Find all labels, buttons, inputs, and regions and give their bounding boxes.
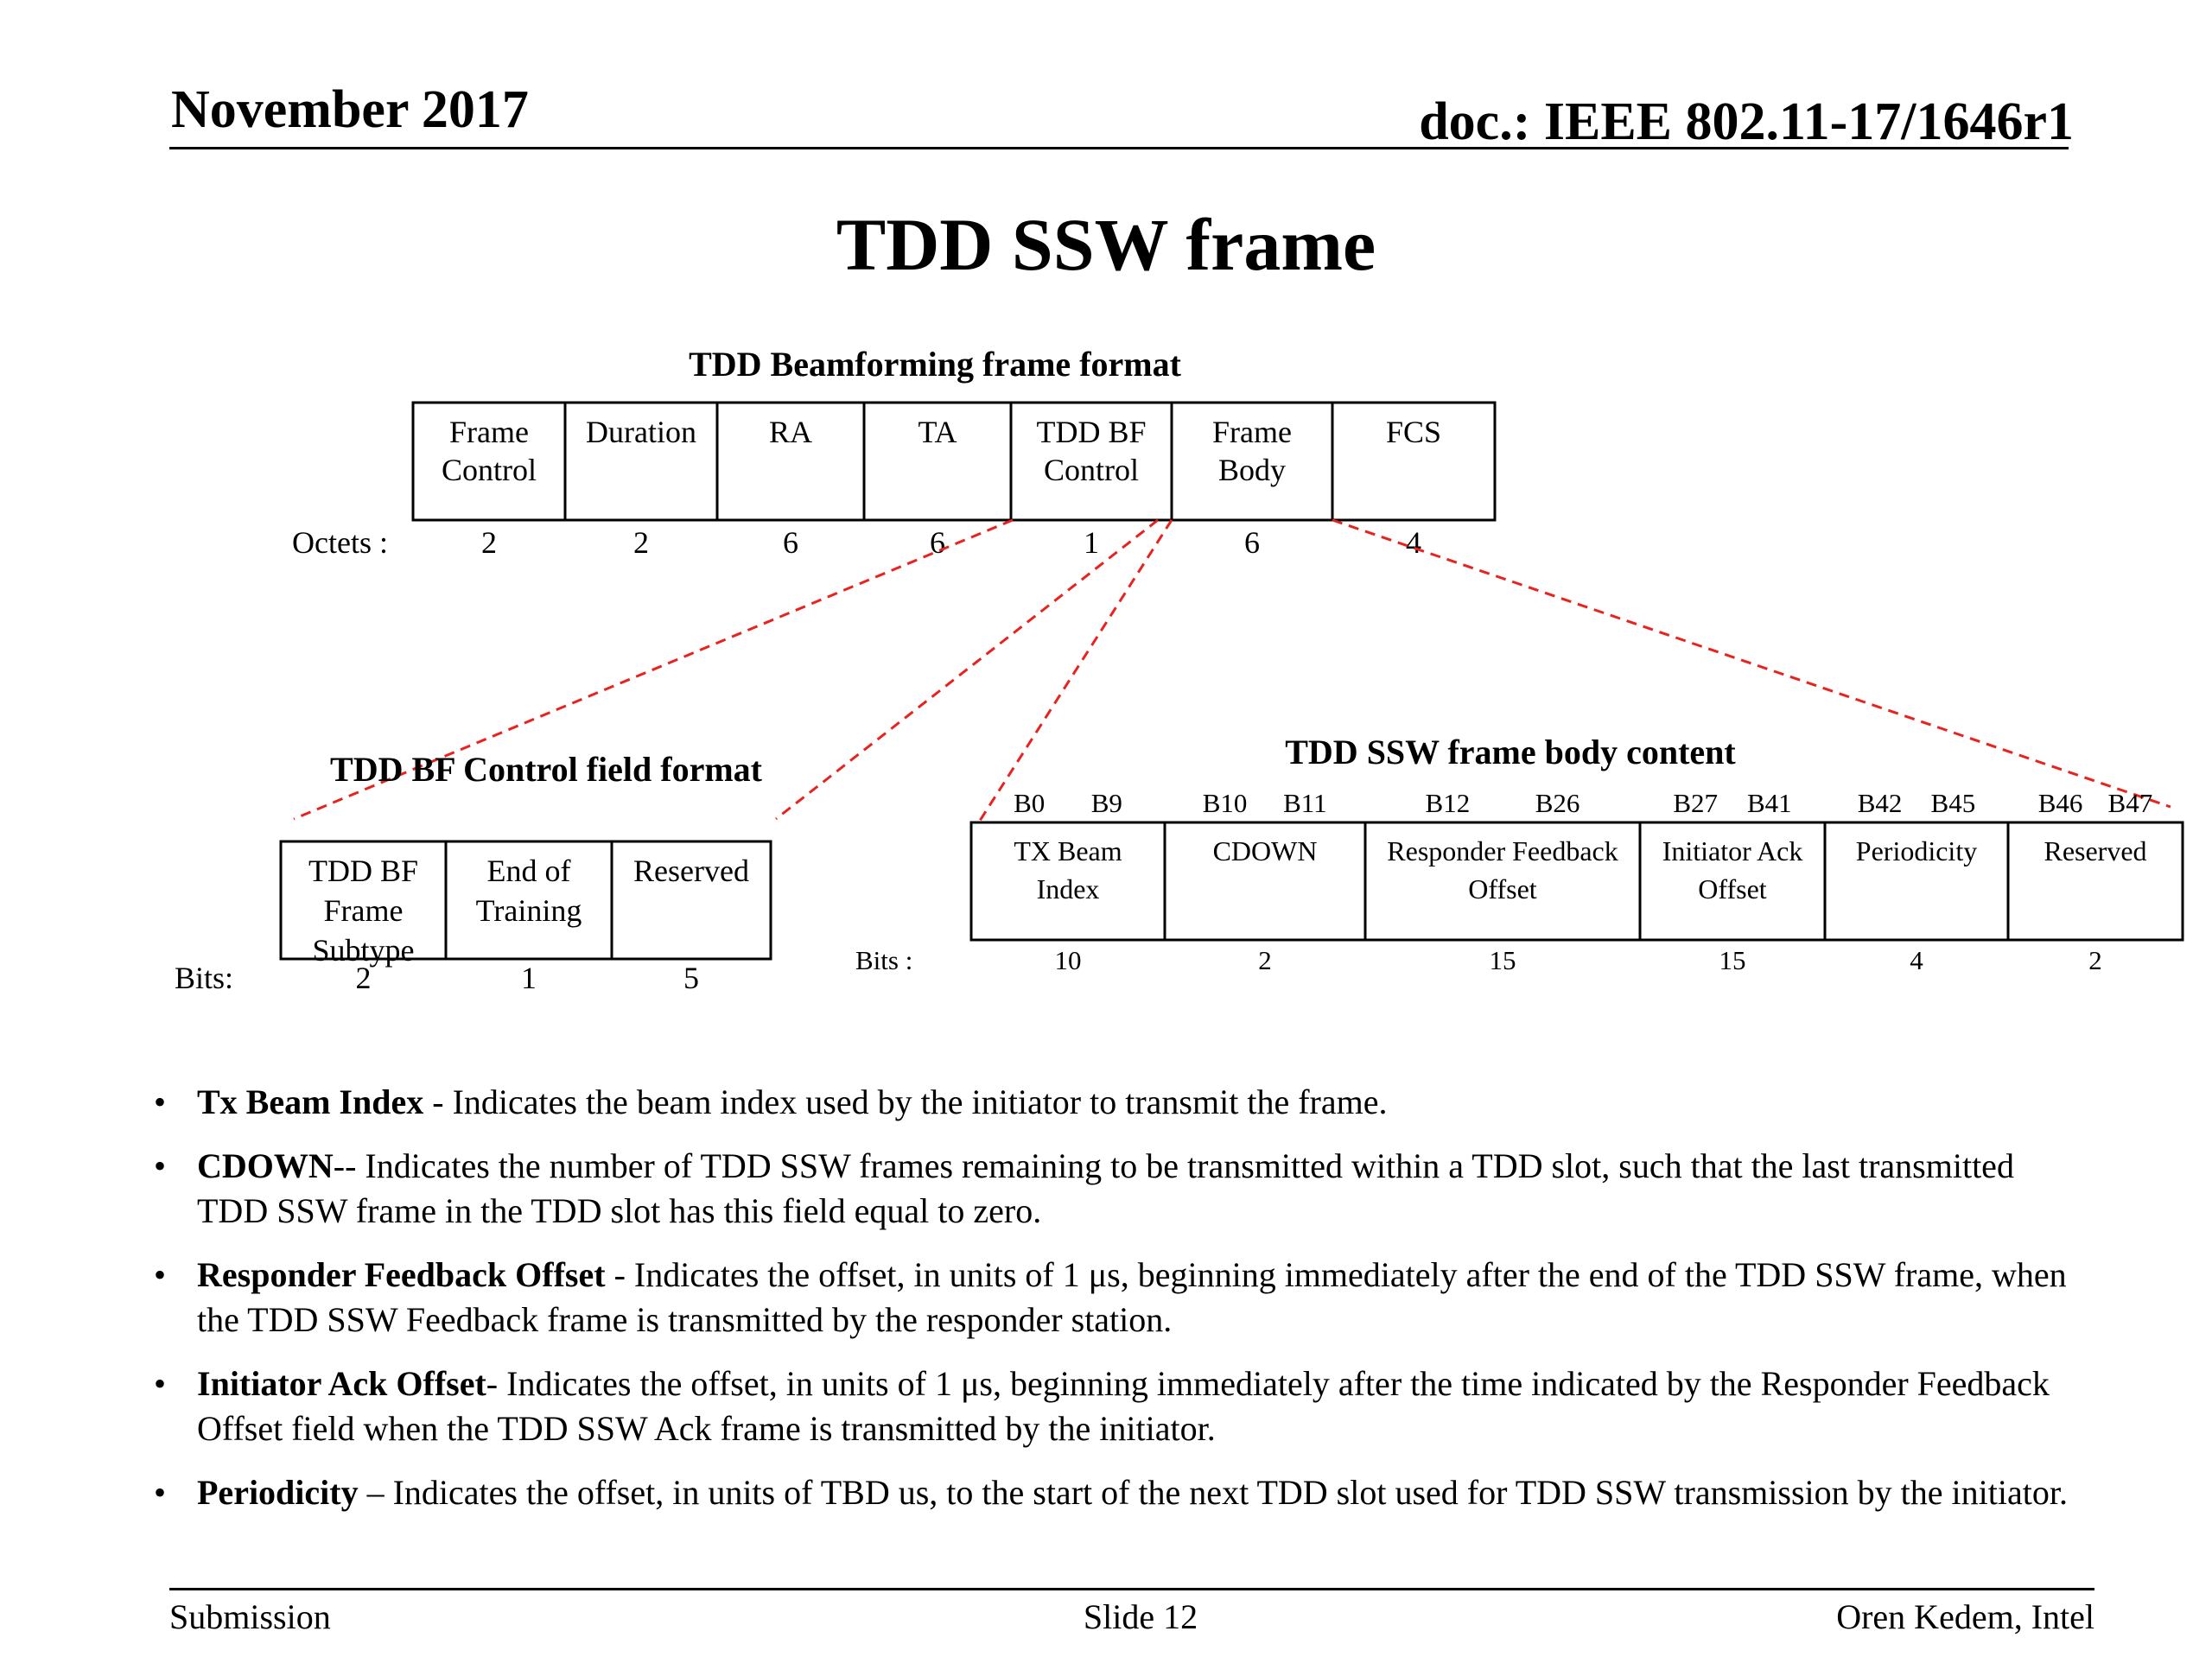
body-content-bit-end: B47	[2107, 788, 2153, 818]
bullet-dot: •	[154, 1473, 167, 1512]
frame-format-field-label: RA	[768, 415, 813, 449]
control-format-field-label: End of	[486, 854, 571, 888]
frame-format-field-size: 6	[783, 525, 798, 560]
frame-format-field-label: Body	[1217, 453, 1287, 487]
frame-format-field-size: 6	[1244, 525, 1260, 560]
frame-format-title: TDD Beamforming frame format	[689, 345, 1181, 384]
body-content-field-label: CDOWN	[1212, 835, 1318, 866]
frame-format-table	[413, 403, 1495, 520]
bullet-item	[154, 1362, 2089, 1451]
control-format-field-size: 1	[521, 961, 537, 995]
bullet-dot: •	[154, 1255, 167, 1294]
connector-bf-control-right	[776, 520, 1158, 819]
frame-format-field-label: Control	[441, 453, 537, 487]
bullet-description: - Indicates the offset, in units of 1 μs, beginning immediately after the end of the TDD SSW frame, when the TDD SSW Feedback frame is transmitted by the responder station.	[197, 1255, 2067, 1339]
body-content-field-label: Responder Feedback	[1387, 835, 1618, 866]
bits-label-control: Bits:	[175, 961, 234, 995]
bullet-description: – Indicates the offset, in units of TBD us, to the start of the next TDD slot used for TDD SSW transmission by the initiator.	[358, 1473, 2068, 1512]
bullet-item	[154, 1253, 2089, 1342]
control-format-field-label: Frame	[323, 893, 404, 928]
body-content-sizes	[1055, 945, 2102, 975]
frame-format-sizes	[481, 525, 1421, 560]
bullet-item	[154, 1144, 2089, 1234]
bullet-term: CDOWN	[197, 1146, 334, 1185]
bullet-description: - Indicates the beam index used by the initiator to transmit the frame.	[423, 1082, 1388, 1121]
body-content-field-size: 2	[1258, 945, 1272, 975]
body-content-field-label: Index	[1036, 873, 1100, 904]
body-content-field-label: Reserved	[2044, 835, 2147, 866]
footer-author: Oren Kedem, Intel	[1836, 1597, 2094, 1636]
frame-format-field-label: FCS	[1385, 415, 1442, 449]
body-content-bit-end: B9	[1090, 788, 1122, 818]
control-format-field-size: 2	[355, 961, 372, 995]
bullet-dot: •	[154, 1364, 167, 1403]
control-format-field-label: Reserved	[633, 854, 749, 888]
body-content-bit-start: B42	[1857, 788, 1903, 818]
frame-format-field-size: 6	[930, 525, 945, 560]
bullet-term: Tx Beam Index	[197, 1082, 424, 1121]
body-content-bit-start: B12	[1425, 788, 1471, 818]
body-content-field-label: Offset	[1698, 873, 1767, 904]
body-content-bit-start: B0	[1014, 788, 1046, 818]
bullet-dot: •	[154, 1146, 167, 1185]
control-format-title: TDD BF Control field format	[330, 750, 762, 789]
body-content-title: TDD SSW frame body content	[1285, 733, 1736, 771]
body-content-bit-start: B46	[2037, 788, 2083, 818]
bullet-item	[154, 1470, 2089, 1515]
bullet-term: Initiator Ack Offset	[197, 1364, 486, 1403]
frame-format-field-label: Frame	[449, 415, 529, 449]
footer-submission: Submission	[169, 1597, 331, 1636]
bullet-description: - Indicates the offset, in units of 1 μs, beginning immediately after the time indicated by the Responder Feedback Offset field when the TDD SSW Ack frame is transmitted by the initiator.	[197, 1364, 2050, 1448]
control-format-table	[281, 841, 771, 968]
body-content-field-label: Initiator Ack	[1662, 835, 1803, 866]
body-content-bit-end: B26	[1535, 788, 1580, 818]
frame-format-field-size: 4	[1406, 525, 1421, 560]
control-format-field-label: Subtype	[312, 933, 415, 968]
body-content-field-size: 2	[2088, 945, 2102, 975]
body-content-field-size: 15	[1489, 945, 1516, 975]
frame-format-field-size: 2	[633, 525, 649, 560]
frame-format-field-label: Control	[1043, 453, 1140, 487]
body-content-field-size: 4	[1910, 945, 1923, 975]
bullet-term: Responder Feedback Offset	[197, 1255, 606, 1294]
connector-frame-body-left	[980, 520, 1172, 821]
body-content-bit-ranges	[1014, 788, 2152, 818]
control-format-field-label: Training	[475, 893, 582, 928]
header-doc-id: doc.: IEEE 802.11-17/1646r1	[1419, 92, 2074, 151]
bullet-term: Periodicity	[197, 1473, 359, 1512]
bits-label-body: Bits :	[855, 945, 913, 975]
field-descriptions	[154, 1080, 2089, 1534]
header-date: November 2017	[171, 80, 529, 139]
body-content-bit-end: B45	[1930, 788, 1976, 818]
bullet-description: -- Indicates the number of TDD SSW frames remaining to be transmitted within a TDD slot, such that the last transmitted TDD SSW frame in the TDD slot has this field equal to zero.	[197, 1146, 2014, 1230]
body-content-field-label: TX Beam	[1014, 835, 1122, 866]
slide-title: TDD SSW frame	[836, 203, 1376, 286]
body-content-field-size: 15	[1719, 945, 1746, 975]
body-content-field-size: 10	[1054, 945, 1082, 975]
control-format-field-label: TDD BF	[308, 854, 419, 888]
body-content-bit-start: B27	[1673, 788, 1719, 818]
octets-label: Octets :	[292, 525, 388, 560]
frame-format-field-label: Duration	[586, 415, 696, 449]
frame-format-field-size: 1	[1084, 525, 1099, 560]
frame-format-field-size: 2	[481, 525, 497, 560]
body-content-field-label: Periodicity	[1855, 835, 1978, 866]
body-content-field-label: Offset	[1468, 873, 1537, 904]
footer-slide-number: Slide 12	[1083, 1597, 1198, 1636]
frame-format-field-label: TDD BF	[1036, 415, 1147, 449]
frame-format-field-label: Frame	[1212, 415, 1292, 449]
bullet-dot: •	[154, 1082, 167, 1121]
body-content-table	[971, 822, 2183, 940]
control-format-field-size: 5	[683, 961, 699, 995]
frame-format-field-label: TA	[918, 415, 957, 449]
footer-rule	[169, 1588, 2094, 1590]
body-content-bit-end: B11	[1283, 788, 1327, 818]
body-content-bit-start: B10	[1202, 788, 1248, 818]
bullet-item	[154, 1080, 2089, 1125]
body-content-bit-end: B41	[1746, 788, 1792, 818]
